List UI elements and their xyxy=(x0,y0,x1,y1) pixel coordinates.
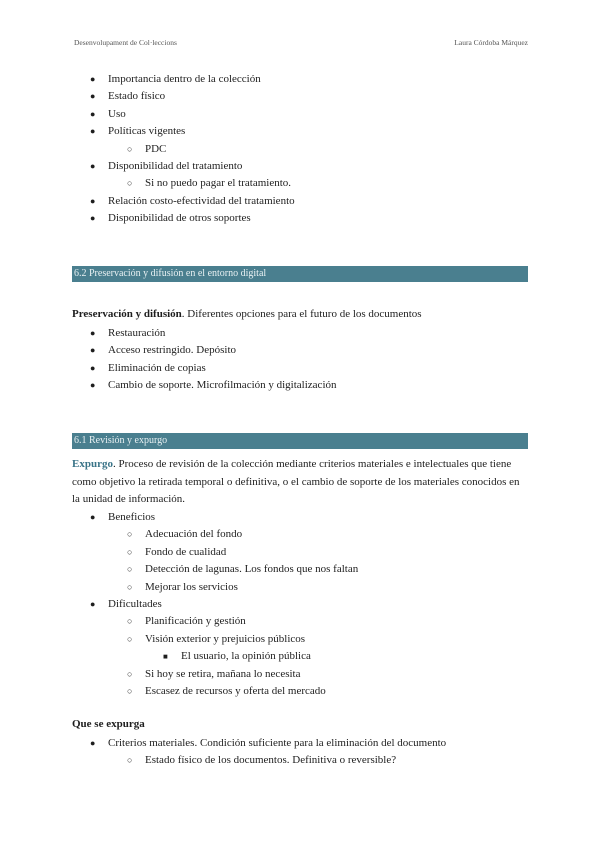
disc-bullet-icon xyxy=(90,327,95,340)
header-course-title: Desenvolupament de Col·leccions xyxy=(74,38,177,47)
expurgo-text-line1: . Proceso de revisión de la colección mediante criterios materiales e intelectuales que tiene xyxy=(112,458,512,470)
disc-bullet-icon xyxy=(90,90,95,103)
list-item: Estado físico xyxy=(108,90,166,103)
circle-bullet-icon xyxy=(127,143,132,156)
disc-bullet-icon xyxy=(90,212,95,225)
header-author: Laura Córdoba Márquez xyxy=(454,38,528,47)
circle-bullet-icon xyxy=(127,177,132,190)
circle-bullet-icon xyxy=(127,581,132,594)
disc-bullet-icon xyxy=(90,362,95,375)
list-item: Eliminación de copias xyxy=(108,361,206,374)
list-item: Disponibilidad del tratamiento xyxy=(108,160,243,172)
preservacion-text: . Diferentes opciones para el futuro de los documentos xyxy=(181,308,422,320)
disc-bullet-icon xyxy=(90,73,95,86)
expurgo-text-line2: como objetivo la retirada temporal o definitiva, o el cambio de soporte de los materiales conocidos en xyxy=(72,475,520,488)
list-item: Mejorar los servicios xyxy=(145,580,238,593)
list-item: Acceso restringido. Depósito xyxy=(108,344,236,357)
list-item: Beneficios xyxy=(108,511,156,523)
disc-bullet-icon xyxy=(90,598,95,611)
circle-bullet-icon xyxy=(127,754,132,767)
que-se-expurga-heading: Que se expurga xyxy=(72,718,145,730)
circle-bullet-icon xyxy=(127,668,132,681)
preservacion-term: Preservación y difusión xyxy=(72,308,182,320)
list-item: PDC xyxy=(145,142,167,155)
circle-bullet-icon xyxy=(127,563,132,576)
circle-bullet-icon xyxy=(127,685,132,698)
disc-bullet-icon xyxy=(90,108,95,121)
preservacion-paragraph xyxy=(72,306,528,324)
disc-bullet-icon xyxy=(90,125,95,138)
list-item: Escasez de recursos y oferta del mercado xyxy=(145,685,326,697)
section-heading-preservacion: 6.2 Preservación y difusión en el entorno digital xyxy=(72,266,528,282)
section-heading-expurgo: 6.1 Revisión y expurgo xyxy=(72,433,528,449)
list-item: Relación costo-efectividad del tratamiento xyxy=(108,194,295,207)
list-item: Restauración xyxy=(108,327,166,339)
list-item: Si no puedo pagar el tratamiento. xyxy=(145,177,292,190)
disc-bullet-icon xyxy=(90,737,95,750)
expurgo-text-line3: la unidad de información. xyxy=(72,493,186,505)
list-item: Uso xyxy=(108,107,126,120)
disc-bullet-icon xyxy=(90,195,95,208)
list-item: Adecuación del fondo xyxy=(145,528,243,541)
disc-bullet-icon xyxy=(90,160,95,173)
list-item: Disponibilidad de otros soportes xyxy=(108,212,251,225)
list-item: Importancia dentro de la colección xyxy=(108,73,261,85)
list-item: Cambio de soporte. Microfilmación y digitalización xyxy=(108,379,337,392)
list-item: Estado físico de los documentos. Definitiva o reversible? xyxy=(145,754,397,767)
disc-bullet-icon xyxy=(90,379,95,392)
list-item: Fondo de cualidad xyxy=(145,545,227,558)
list-item: El usuario, la opinión pública xyxy=(181,650,311,663)
expurgo-paragraph xyxy=(72,456,528,509)
list-item: Dificultades xyxy=(108,598,162,610)
list-item: Planificación y gestión xyxy=(145,615,246,628)
list-item: Políticas vigentes xyxy=(108,125,186,138)
circle-bullet-icon xyxy=(127,615,132,628)
square-bullet-icon xyxy=(163,650,168,663)
circle-bullet-icon xyxy=(127,633,132,646)
list-item: Criterios materiales. Condición suficiente para la eliminación del documento xyxy=(108,737,447,749)
list-item: Si hoy se retira, mañana lo necesita xyxy=(145,667,301,680)
disc-bullet-icon xyxy=(90,344,95,357)
circle-bullet-icon xyxy=(127,546,132,559)
list-item: Detección de lagunas. Los fondos que nos faltan xyxy=(145,563,359,576)
circle-bullet-icon xyxy=(127,528,132,541)
list-item: Visión exterior y prejuicios públicos xyxy=(145,632,306,645)
disc-bullet-icon xyxy=(90,511,95,524)
expurgo-term: Expurgo xyxy=(72,458,113,470)
